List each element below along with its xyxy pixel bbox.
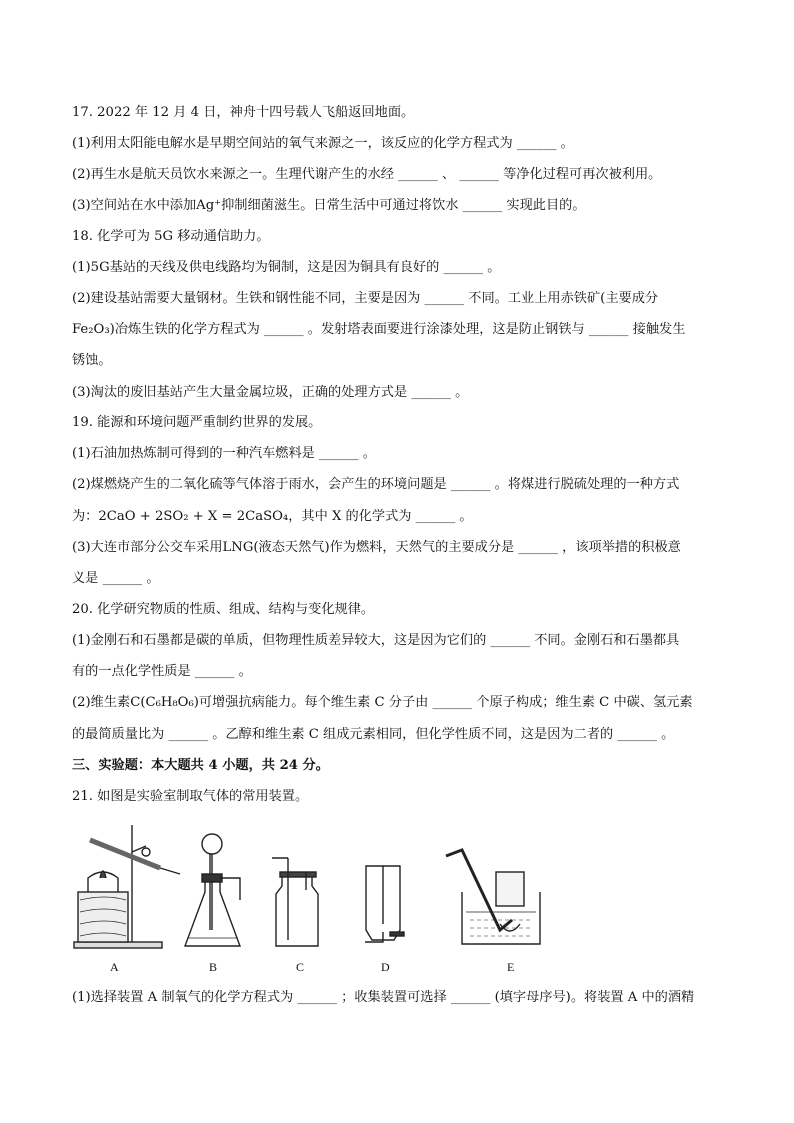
- q20-title: 20. 化学研究物质的性质、组成、结构与变化规律。: [72, 602, 375, 617]
- apparatus-c-icon: [272, 858, 318, 946]
- q20-2b: 的最简质量比为 ______ 。乙醇和维生素 C 组成元素相同，但化学性质不同，这是因为二者的 ______ 。: [72, 727, 675, 742]
- q19-3b: 义是 ______ 。: [72, 571, 160, 586]
- apparatus-e-icon: [446, 850, 540, 944]
- q17-3: (3)空间站在水中添加Ag⁺抑制细菌滋生。日常生活中可通过将饮水 ______ 实现此目的。: [72, 198, 586, 213]
- figure-label-c: C: [296, 960, 305, 974]
- q18-2b: Fe₂O₃)冶炼生铁的化学方程式为 ______ 。发射塔表面要进行涂漆处理，这是防止钢铁与 ______ 接触发生: [72, 322, 686, 337]
- q18-3: (3)淘汰的废旧基站产生大量金属垃圾，正确的处理方式是 ______ 。: [72, 385, 469, 400]
- q18-2c: 锈蚀。: [72, 353, 112, 368]
- q19-2b: 为：2CaO + 2SO₂ + X = 2CaSO₄，其中 X 的化学式为 ______ 。: [72, 509, 473, 524]
- figure-label-a: A: [110, 960, 119, 974]
- q17-title: 17. 2022 年 12 月 4 日，神舟十四号载人飞船返回地面。: [72, 105, 415, 120]
- q21-1: (1)选择装置 A 制氧气的化学方程式为 ______ ；收集装置可选择 ______ (填字母序号)。将装置 A 中的酒精: [72, 990, 695, 1005]
- q20-1a: (1)金刚石和石墨都是碳的单质，但物理性质差异较大，这是因为它们的 ______ 不同。金刚石和石墨都具: [72, 633, 680, 648]
- apparatus-a-icon: [74, 825, 180, 948]
- q18-1: (1)5G基站的天线及供电线路均为铜制，这是因为铜具有良好的 ______ 。: [72, 260, 501, 275]
- q21-title: 21. 如图是实验室制取气体的常用装置。: [72, 789, 309, 804]
- q20-1b: 有的一点化学性质是 ______ 。: [72, 664, 252, 679]
- apparatus-d-icon: [365, 866, 404, 942]
- figure-label-e: E: [507, 960, 515, 974]
- section-3-heading: 三、实验题：本大题共 4 小题，共 24 分。: [72, 758, 329, 773]
- q18-title: 18. 化学可为 5G 移动通信助力。: [72, 229, 270, 244]
- apparatus-figure: [60, 820, 740, 980]
- q19-3a: (3)大连市部分公交车采用LNG(液态天然气)作为燃料，天然气的主要成分是 ______ ，该项举措的积极意: [72, 540, 681, 555]
- q17-1: (1)利用太阳能电解水是早期空间站的氧气来源之一，该反应的化学方程式为 ______ 。: [72, 136, 574, 151]
- q18-2a: (2)建设基站需要大量钢材。生铁和钢性能不同，主要是因为 ______ 不同。工业上用赤铁矿(主要成分: [72, 291, 659, 306]
- q19-1: (1)石油加热炼制可得到的一种汽车燃料是 ______ 。: [72, 446, 376, 461]
- figure-label-d: D: [381, 960, 390, 974]
- q19-2a: (2)煤燃烧产生的二氧化硫等气体溶于雨水，会产生的环境问题是 ______ 。将煤进行脱硫处理的一种方式: [72, 477, 680, 492]
- q20-2a: (2)维生素C(C₆H₈O₆)可增强抗病能力。每个维生素 C 分子由 ______ 个原子构成；维生素 C 中碳、氢元素: [72, 695, 693, 710]
- q17-2: (2)再生水是航天员饮水来源之一。生理代谢产生的水经 ______ 、 ______ 等净化过程可再次被利用。: [72, 167, 662, 182]
- figure-label-b: B: [209, 960, 218, 974]
- apparatus-b-icon: [185, 834, 240, 946]
- q19-title: 19. 能源和环境问题严重制约世界的发展。: [72, 415, 322, 430]
